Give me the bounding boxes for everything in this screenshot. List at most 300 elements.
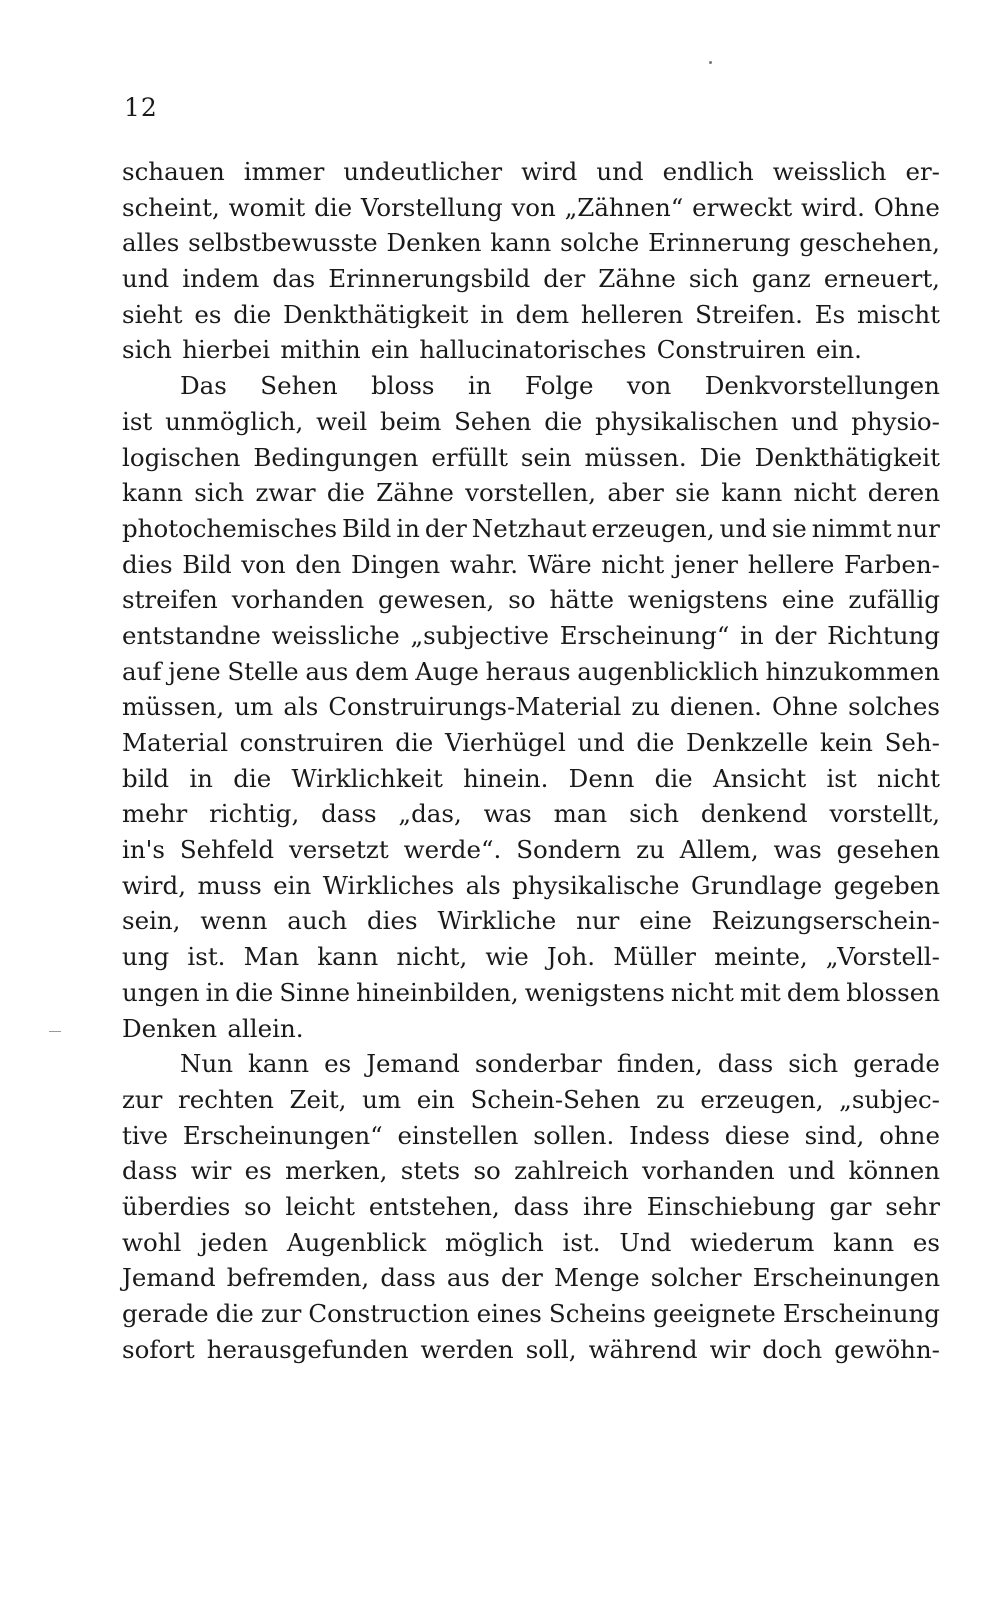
word: sie	[771, 513, 807, 543]
word: sich	[122, 335, 172, 365]
word: die	[544, 406, 583, 436]
word: die	[314, 192, 353, 222]
word: Erscheinungen“	[182, 1120, 383, 1150]
word: sein	[520, 442, 572, 472]
word: Denkthätigkeit	[283, 299, 469, 329]
text-line	[122, 440, 940, 476]
word: „subjec-	[839, 1084, 940, 1114]
word: Indess	[629, 1120, 710, 1150]
word: er-	[905, 157, 940, 186]
word: kann	[122, 478, 184, 508]
word: entstandne	[122, 620, 261, 650]
word: hätte	[549, 585, 615, 615]
word: Vierhügel	[444, 728, 566, 757]
word: Jemand	[366, 1049, 460, 1079]
word: ganz	[751, 264, 811, 294]
word: scheint,	[122, 192, 220, 222]
word: Zähne	[376, 478, 454, 508]
body-text	[122, 154, 940, 1367]
text-line	[122, 618, 940, 654]
word: kann	[721, 478, 783, 508]
word: dem	[786, 977, 841, 1007]
word: der	[500, 1263, 543, 1293]
word: „Vorstell-	[825, 942, 940, 972]
word: die	[215, 1299, 254, 1328]
word: beim	[380, 406, 442, 436]
word: wohl	[122, 1227, 182, 1257]
word: um	[362, 1084, 402, 1114]
word: Denken	[386, 228, 482, 258]
word: was	[483, 799, 532, 829]
word: befremden,	[226, 1263, 370, 1293]
word: mithin	[280, 335, 361, 365]
word: Bild	[342, 513, 392, 543]
word: Einschiebung	[646, 1191, 816, 1221]
word: gar	[829, 1191, 872, 1221]
word: bild	[122, 763, 170, 793]
word: tive	[122, 1120, 169, 1150]
text-line	[122, 761, 940, 797]
word: die	[233, 299, 272, 329]
text-line	[122, 582, 940, 618]
word: zufällig	[848, 585, 940, 615]
text-line	[122, 190, 940, 226]
word: Folge	[525, 371, 594, 401]
text-line	[122, 903, 940, 939]
word: Denkthätigkeit	[754, 442, 940, 472]
word: aus	[305, 656, 349, 686]
word: Grundlage	[691, 870, 823, 900]
text-line	[122, 725, 940, 761]
word: selbstbewusste	[188, 228, 378, 258]
word: Müller	[613, 942, 696, 972]
word: Sinne	[279, 977, 351, 1007]
text-line	[122, 939, 940, 975]
word: weisslich	[772, 157, 887, 186]
text-line	[122, 332, 940, 368]
word: Denn	[568, 763, 635, 793]
text-line	[122, 1153, 940, 1189]
word: sollen.	[533, 1120, 615, 1150]
word: und	[577, 728, 625, 757]
word: weissliche	[271, 620, 400, 650]
text-line	[122, 975, 940, 1011]
word: Wirkliche	[437, 906, 557, 936]
word: der	[424, 513, 467, 543]
word: meinte,	[714, 942, 808, 972]
word: von	[241, 549, 286, 579]
word: erzeugen,	[591, 513, 715, 543]
word: soll,	[525, 1334, 577, 1364]
word: Seh-	[884, 728, 940, 757]
word: Augenblick	[286, 1227, 427, 1257]
word: und	[122, 264, 170, 294]
word: wird,	[122, 870, 186, 900]
word: eine	[639, 906, 692, 936]
word: gewesen,	[378, 585, 495, 615]
word: zu	[636, 835, 665, 865]
word: dass	[321, 799, 377, 829]
text-line	[122, 796, 940, 832]
word: von	[626, 371, 672, 401]
text-line	[122, 297, 940, 333]
word: photochemisches	[122, 513, 338, 543]
word: hellere	[747, 549, 835, 579]
word: nicht	[670, 977, 734, 1007]
word: dem	[515, 299, 570, 329]
word: entstehen,	[368, 1191, 500, 1221]
word: „das,	[398, 799, 462, 829]
word: Jemand	[122, 1263, 216, 1293]
word: hineinbilden,	[356, 977, 519, 1007]
word: erzeugen,	[700, 1084, 824, 1114]
word: hierbei	[182, 335, 271, 365]
word: Menge	[554, 1263, 640, 1293]
word: augenblicklich	[577, 656, 759, 686]
word: Wirkliches	[322, 870, 455, 900]
word: Construction	[308, 1299, 470, 1328]
word: wir	[709, 1334, 751, 1364]
word: man	[553, 799, 608, 829]
word: vorhanden	[642, 1156, 775, 1186]
word: kann	[490, 228, 552, 258]
word: nicht	[601, 549, 665, 579]
word: und	[791, 406, 839, 436]
word: wenigstens	[524, 977, 665, 1007]
word: unmöglich,	[165, 406, 304, 436]
word: Erinnerung	[648, 228, 791, 258]
word: Construirungs-Material	[328, 692, 622, 722]
word: mit	[739, 977, 781, 1007]
word: erfüllt	[431, 442, 508, 472]
word: physikalischen	[595, 406, 779, 436]
word: müssen.	[584, 442, 687, 472]
word: sich	[688, 264, 739, 294]
word: immer	[243, 157, 325, 186]
word: Erscheinung	[782, 1299, 940, 1328]
word: „subjective	[410, 620, 550, 650]
text-line	[122, 368, 940, 404]
word: Farben-	[844, 549, 940, 579]
word: werde“.	[403, 835, 502, 865]
word: helleren	[580, 299, 684, 329]
word: solche	[560, 228, 640, 258]
word: ist.	[187, 942, 226, 972]
word: sie	[675, 478, 711, 508]
text-line	[122, 1082, 940, 1118]
word: auch	[287, 906, 348, 936]
word: in	[480, 299, 504, 329]
word: dass	[380, 1263, 436, 1293]
word: Man	[243, 942, 300, 972]
word: Construiren	[656, 335, 806, 365]
word: Auge	[415, 656, 479, 686]
word: ihre	[582, 1191, 633, 1221]
word: als	[465, 870, 501, 900]
word: kann	[317, 942, 379, 972]
word: ist.	[562, 1227, 601, 1257]
word: Die	[699, 442, 742, 472]
word: jene	[168, 656, 221, 686]
word: es	[912, 1227, 940, 1257]
word: jener	[673, 549, 739, 579]
word: die	[395, 728, 434, 757]
word: sieht	[122, 299, 183, 329]
word: Reizungserschein-	[711, 906, 940, 936]
word: in	[205, 977, 230, 1007]
word: kein	[819, 728, 873, 757]
text-line	[122, 689, 940, 725]
word: womit	[228, 192, 306, 222]
word: Sehen	[260, 371, 338, 401]
text-line	[122, 261, 940, 297]
text-line	[122, 475, 940, 511]
word: zwar	[255, 478, 316, 508]
word: Ohne	[873, 192, 940, 222]
word: Sondern	[516, 835, 622, 865]
page-number: 12	[124, 93, 158, 122]
word: Es	[814, 299, 846, 329]
word: der	[774, 620, 817, 650]
word: wird.	[800, 192, 865, 222]
word: es	[244, 1156, 272, 1186]
word: gerade	[122, 1299, 209, 1328]
word: gegeben	[833, 870, 940, 900]
word: zur	[122, 1084, 163, 1114]
word: und	[596, 157, 644, 186]
word: sehr	[885, 1191, 940, 1221]
word: gesehen	[836, 835, 940, 865]
word: vorstellt,	[829, 799, 940, 829]
word: hinein.	[463, 763, 549, 793]
print-speck	[709, 61, 712, 64]
text-line	[122, 1046, 940, 1082]
word: die	[233, 763, 272, 793]
word: kann	[833, 1227, 895, 1257]
word: zahlreich	[514, 1156, 629, 1186]
word: Schein-Sehen	[470, 1084, 641, 1114]
word: der	[543, 264, 586, 294]
word: als	[283, 692, 319, 722]
word: alles	[122, 228, 180, 258]
word: „Zähnen“	[564, 192, 684, 222]
word: wie	[485, 942, 529, 972]
word: jeden	[200, 1227, 269, 1257]
word: Ohne	[771, 692, 839, 722]
word: diese	[724, 1120, 790, 1150]
word: ist	[826, 763, 857, 793]
word: geeignete	[652, 1299, 776, 1328]
text-line	[122, 225, 940, 261]
word: nicht	[876, 763, 940, 793]
word: den	[295, 549, 342, 579]
word: geschehen,	[799, 228, 940, 258]
word: dass	[513, 1191, 570, 1221]
word: construiren	[239, 728, 384, 757]
word: Bedingungen	[253, 442, 419, 472]
word: dies	[366, 906, 418, 936]
word: ein.	[815, 335, 862, 365]
word: nicht,	[396, 942, 468, 972]
word: richtig,	[209, 799, 300, 829]
word: sich	[788, 1049, 839, 1079]
word: Das	[180, 371, 227, 401]
word: dies	[122, 549, 173, 579]
text-line	[122, 1260, 940, 1296]
word: merken,	[285, 1156, 388, 1186]
word: die	[326, 478, 365, 508]
margin-mark	[49, 1031, 61, 1032]
text-line	[122, 832, 940, 868]
word: zu	[631, 692, 660, 722]
word: in	[467, 371, 492, 401]
word: sind,	[804, 1120, 865, 1150]
word: rechten	[178, 1084, 274, 1114]
word: ein	[416, 1084, 455, 1114]
text-line	[122, 1225, 940, 1261]
word: endlich	[662, 157, 754, 186]
word: blossen	[846, 977, 940, 1007]
word: schauen	[122, 157, 225, 186]
word: Und	[619, 1227, 672, 1257]
word: einstellen	[397, 1120, 519, 1150]
word: Wirklichkeit	[291, 763, 443, 793]
word: leicht	[285, 1191, 355, 1221]
word: sonderbar	[474, 1049, 602, 1079]
word: mehr	[122, 799, 188, 829]
word: doch	[762, 1334, 823, 1364]
word: sich	[194, 478, 245, 508]
word: physikalische	[512, 870, 680, 900]
word: eines	[476, 1299, 542, 1328]
word: gerade	[853, 1049, 940, 1079]
word: versetzt	[288, 835, 389, 865]
word: während	[588, 1334, 698, 1364]
word: dienen.	[670, 692, 762, 722]
text-line	[122, 547, 940, 583]
word: Bild	[182, 549, 232, 579]
word: Vorstellung	[360, 192, 503, 222]
word: ist	[122, 406, 153, 436]
word: herausgefunden	[206, 1334, 409, 1364]
word: Allem,	[679, 835, 759, 865]
word: wahr.	[449, 549, 519, 579]
word: Sehfeld	[179, 835, 275, 865]
text-line	[122, 1118, 940, 1154]
word: müssen,	[122, 692, 225, 722]
text-line	[122, 511, 940, 547]
word: das	[272, 264, 316, 294]
word: dass	[717, 1049, 774, 1079]
word: Streifen.	[695, 299, 803, 329]
word: Ansicht	[712, 763, 807, 793]
word: ein	[273, 870, 312, 900]
word: zu	[656, 1084, 685, 1114]
word: die	[235, 977, 274, 1007]
word: sein,	[122, 906, 181, 936]
word: Netzhaut	[471, 513, 587, 543]
word: so	[244, 1191, 272, 1221]
text-line	[122, 868, 940, 904]
text-line	[122, 404, 940, 440]
word: werden	[420, 1334, 514, 1364]
word: Richtung	[827, 620, 940, 650]
text-line	[122, 1189, 940, 1225]
word: muss	[197, 870, 262, 900]
word: Sehen	[454, 406, 532, 436]
text-line	[122, 154, 940, 190]
text-line	[122, 1296, 940, 1332]
word: weil	[316, 406, 368, 436]
word: kann	[248, 1049, 310, 1079]
word: hallucinatorisches	[419, 335, 647, 365]
word: in's	[122, 835, 165, 865]
word: vorhanden	[231, 585, 365, 615]
word: logischen	[122, 442, 241, 472]
word: wir	[190, 1156, 232, 1186]
word: denkend	[700, 799, 808, 829]
word: was	[773, 835, 822, 865]
word: stets	[400, 1156, 461, 1186]
text-line	[122, 1011, 940, 1047]
word: Scheins	[548, 1299, 646, 1328]
word: erweckt	[692, 192, 793, 222]
word: nimmt	[811, 513, 892, 543]
word: so	[473, 1156, 501, 1186]
word: Joh.	[546, 942, 596, 972]
word: Material	[122, 728, 229, 757]
word: um	[234, 692, 274, 722]
word: Wäre	[527, 549, 592, 579]
word: Zeit,	[289, 1084, 347, 1114]
text-line	[122, 1332, 940, 1368]
word: ein	[370, 335, 410, 365]
word: in	[740, 620, 764, 650]
word: aus	[446, 1263, 490, 1293]
word: vorstellen,	[465, 478, 597, 508]
word: erneuert,	[823, 264, 940, 294]
word: sich	[629, 799, 679, 829]
word: heraus	[485, 656, 571, 686]
word: von	[511, 192, 556, 222]
word: bloss	[371, 371, 435, 401]
word: solcher	[650, 1263, 742, 1293]
word: können	[848, 1156, 940, 1186]
word: die	[636, 728, 675, 757]
word: und	[719, 513, 767, 543]
text-line	[122, 654, 940, 690]
word: dem	[355, 656, 409, 686]
word: ohne	[879, 1120, 940, 1150]
word: aber	[607, 478, 664, 508]
word: wenn	[200, 906, 268, 936]
word: streifen	[122, 585, 218, 615]
word: so	[508, 585, 536, 615]
word: möglich	[444, 1227, 544, 1257]
word: nur	[576, 906, 620, 936]
word: auf	[122, 656, 162, 686]
word: Nun	[180, 1049, 233, 1079]
word: solches	[848, 692, 940, 722]
word: in	[189, 763, 213, 793]
word: Denkzelle	[685, 728, 809, 757]
word: Erscheinung“	[559, 620, 730, 650]
word: Zähne	[598, 264, 676, 294]
word: allein.	[227, 1013, 304, 1043]
word: zur	[260, 1299, 302, 1328]
word: Erinnerungsbild	[328, 264, 531, 294]
word: hinzukommen	[765, 656, 940, 686]
